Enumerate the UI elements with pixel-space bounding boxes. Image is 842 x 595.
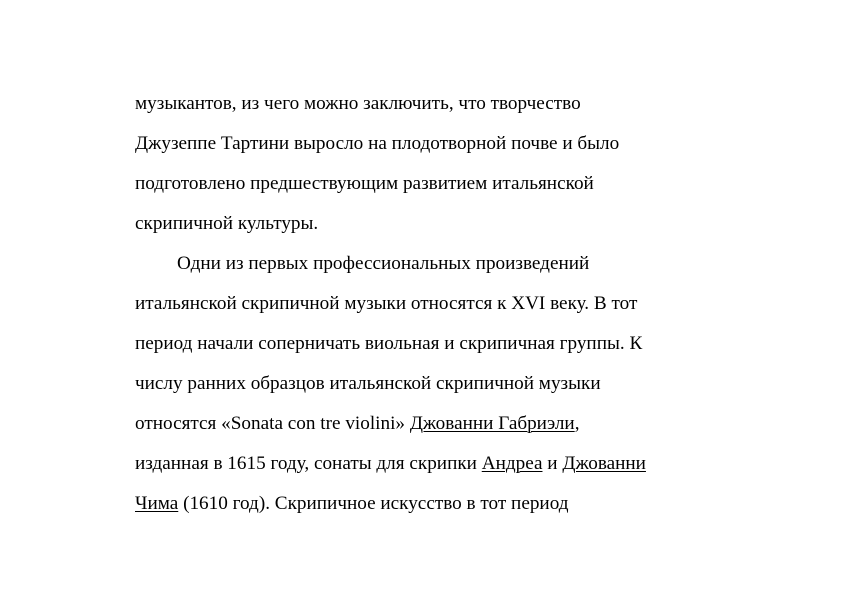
link-andrea[interactable]: Андреа — [481, 453, 543, 474]
text-line-9-prefix: относятся «Sonata con tre violini» — [135, 413, 410, 434]
text-line-9-comma: , — [574, 413, 580, 434]
link-giovanni-cima-second-part[interactable]: Чима — [135, 493, 179, 514]
text-line-8: числу ранних образцов итальянской скрипичной музыки — [135, 373, 601, 394]
text-line-5-paragraph-start: Одни из первых профессиональных произведений — [177, 253, 590, 274]
link-giovanni-gabrieli[interactable]: Джованни Габриэли — [409, 413, 575, 434]
text-line-10 — [135, 444, 735, 484]
link-giovanni-cima-first-part[interactable]: Джованни — [562, 453, 646, 474]
text-line-1: музыкантов, из чего можно заключить, что творчество — [135, 93, 581, 114]
text-line-9 — [135, 404, 735, 444]
body-text — [135, 84, 735, 524]
text-line-10-prefix: изданная в 1615 году, сонаты для скрипки — [135, 453, 482, 474]
text-line-10-and: и — [542, 453, 563, 474]
text-line-11 — [135, 484, 735, 524]
text-line-7: период начали соперничать виольная и скрипичная группы. К — [135, 333, 643, 354]
text-line-4: скрипичной культуры. — [135, 213, 319, 234]
text-line-3: подготовлено предшествующим развитием итальянской — [135, 173, 594, 194]
text-line-6: итальянской скрипичной музыки относятся к XVI веку. В тот — [135, 293, 638, 314]
text-line-11-suffix: (1610 год). Скрипичное искусство в тот период — [178, 493, 569, 514]
text-line-2: Джузеппе Тартини выросло на плодотворной почве и было — [135, 133, 620, 154]
